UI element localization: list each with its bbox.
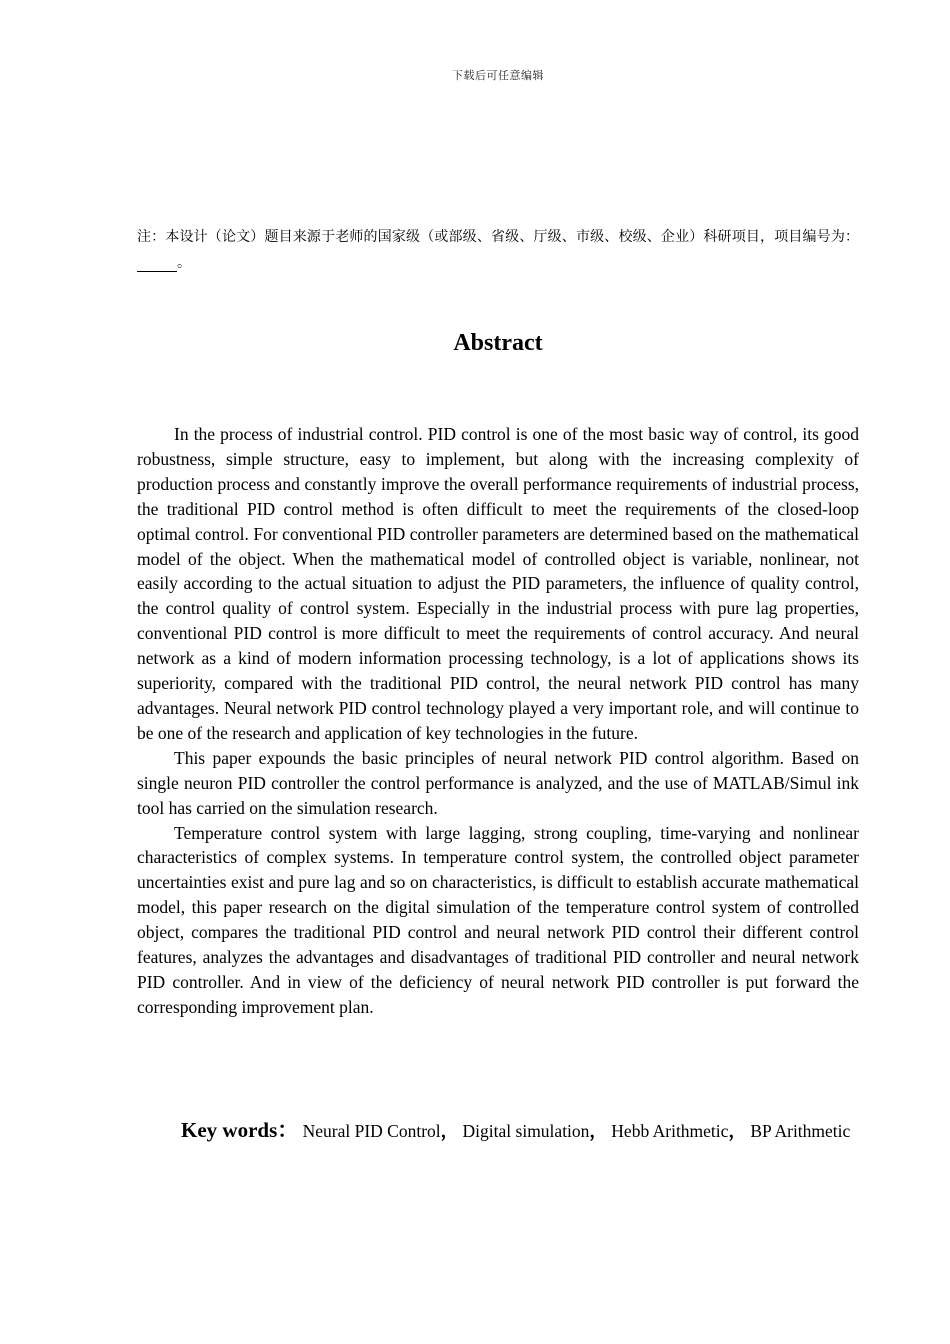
keyword-separator: ， xyxy=(440,1121,459,1141)
keyword-item: BP Arithmetic xyxy=(750,1121,851,1141)
note-end: 。 xyxy=(177,255,191,271)
keyword-item: Digital simulation xyxy=(462,1121,590,1141)
abstract-paragraph-3: Temperature control system with large lagging, strong coupling, time-varying and nonlinear characteristics of complex systems. In temperature control system, the controlled object parameter uncertainties exist and pure lag and so on characteristics, is difficult to establish accurate mathematical model, this paper research on the digital simulation of the temperature control system of controlled object, compares the traditional PID control and neural network PID control their different control features, analyzes the advantages and disadvantages of traditional PID controller and neural network PID controller. And in view of the deficiency of neural network PID controller is put forward the corresponding improvement plan. xyxy=(137,822,859,1017)
note-text: 注：本设计（论文）题目来源于老师的国家级（或部级、省级、厅级、市级、校级、企业）科研项目，项目编号为： xyxy=(137,229,859,245)
header-watermark: 下载后可任意编辑 xyxy=(452,69,544,82)
keyword-separator: ， xyxy=(728,1121,746,1141)
project-source-note xyxy=(137,224,859,276)
keyword-separator: ， xyxy=(589,1121,607,1141)
keywords-label: Key words xyxy=(181,1118,278,1142)
keywords-line xyxy=(137,1118,859,1143)
project-number-blank xyxy=(137,255,177,272)
keywords-colon: ： xyxy=(277,1118,299,1142)
abstract-body xyxy=(137,422,859,1020)
abstract-paragraph-1: In the process of industrial control. PID control is one of the most basic way of control, its good robustness, simple structure, easy to implement, but along with the increasing complexity of production process and constantly improve the overall performance requirements of industrial process, the traditional PID control method is often difficult to meet the requirements of the closed-loop optimal control. For conventional PID controller parameters are determined based on the mathematical model of the object. When the mathematical model of controlled object is variable, nonlinear, not easily according to the actual situation to adjust the PID parameters, the influence of quality control, the control quality of control system. Especially in the industrial process with pure lag properties, conventional PID control is more difficult to meet the requirements of control accuracy. And neural network as a kind of modern information processing technology, is a lot of applications shows its superiority, compared with the traditional PID control, the neural network PID control has many advantages. Neural network PID control technology played a very important role, and will continue to be one of the research and application of key technologies in the future. xyxy=(137,424,859,743)
abstract-paragraph-2: This paper expounds the basic principles of neural network PID control algorithm. Based on single neuron PID controller the control performance is analyzed, and the use of MATLAB/Simul ink tool has carried on the simulation research. xyxy=(137,747,859,818)
keyword-item: Neural PID Control xyxy=(302,1121,441,1141)
keyword-item: Hebb Arithmetic xyxy=(611,1121,729,1141)
abstract-heading: Abstract xyxy=(453,330,543,356)
